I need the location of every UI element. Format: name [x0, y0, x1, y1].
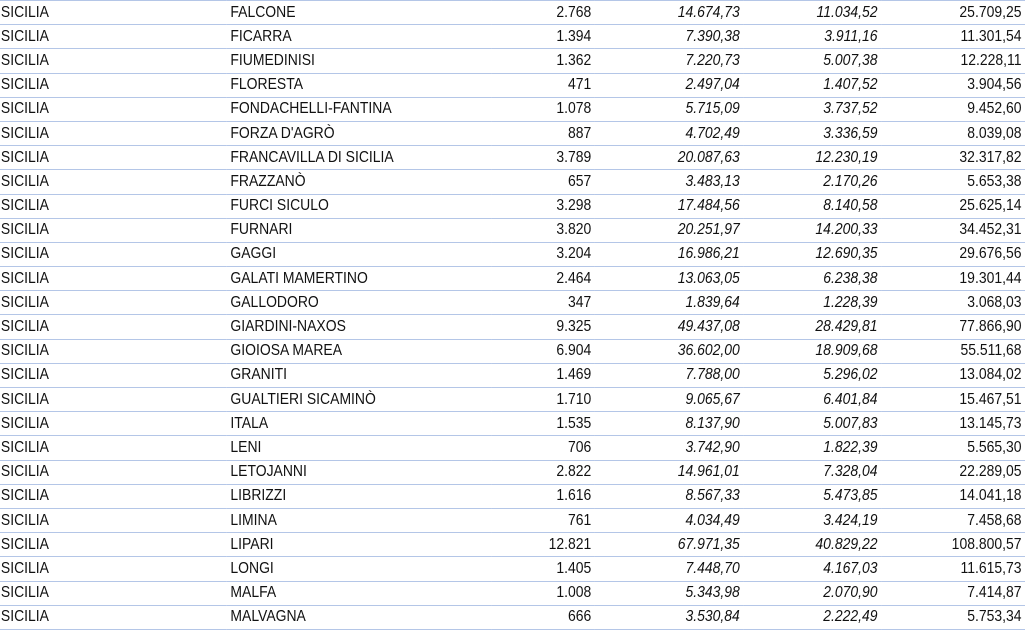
population-cell: 3.204 — [491, 242, 594, 266]
value-2-cell: 3.424,19 — [743, 508, 881, 532]
total-cell: 7.414,87 — [881, 581, 1025, 605]
value-2-cell: 28.429,81 — [743, 315, 881, 339]
comune-cell: FONDACHELLI-FANTINA — [227, 97, 492, 121]
value-2-cell: 11.034,52 — [743, 1, 881, 25]
table-row — [0, 242, 1025, 266]
value-1-cell: 20.087,63 — [595, 146, 744, 170]
table-row — [0, 25, 1025, 49]
value-2-cell: 12.230,19 — [743, 146, 881, 170]
comune-cell: LIMINA — [227, 508, 492, 532]
table-row — [0, 484, 1025, 508]
region-cell: SICILIA — [0, 388, 227, 412]
comune-cell: FURCI SICULO — [227, 194, 492, 218]
value-1-cell: 7.788,00 — [595, 363, 744, 387]
value-2-cell: 2.170,26 — [743, 170, 881, 194]
region-cell: SICILIA — [0, 97, 227, 121]
total-cell: 25.709,25 — [881, 1, 1025, 25]
value-1-cell: 5.343,98 — [595, 581, 744, 605]
value-2-cell: 3.911,16 — [743, 25, 881, 49]
table-row — [0, 508, 1025, 532]
table-row — [0, 339, 1025, 363]
population-cell: 9.325 — [491, 315, 594, 339]
total-cell: 25.625,14 — [881, 194, 1025, 218]
value-2-cell: 1.822,39 — [743, 436, 881, 460]
population-cell: 1.469 — [491, 363, 594, 387]
comune-cell: FRANCAVILLA DI SICILIA — [227, 146, 492, 170]
value-1-cell: 4.034,49 — [595, 508, 744, 532]
table-row — [0, 97, 1025, 121]
value-2-cell: 1.407,52 — [743, 73, 881, 97]
value-2-cell: 5.007,83 — [743, 412, 881, 436]
region-cell: SICILIA — [0, 484, 227, 508]
population-cell: 347 — [491, 291, 594, 315]
value-1-cell: 7.390,38 — [595, 25, 744, 49]
comune-cell: LENI — [227, 436, 492, 460]
comune-cell: GRANITI — [227, 363, 492, 387]
table-row — [0, 267, 1025, 291]
table-row — [0, 315, 1025, 339]
table-row — [0, 194, 1025, 218]
comune-cell: GIOIOSA MAREA — [227, 339, 492, 363]
table-row — [0, 460, 1025, 484]
value-1-cell: 5.715,09 — [595, 97, 744, 121]
total-cell: 77.866,90 — [881, 315, 1025, 339]
region-cell: SICILIA — [0, 25, 227, 49]
value-1-cell: 20.251,97 — [595, 218, 744, 242]
value-2-cell: 14.200,33 — [743, 218, 881, 242]
region-cell: SICILIA — [0, 412, 227, 436]
comune-cell: GUALTIERI SICAMINÒ — [227, 388, 492, 412]
table-row — [0, 73, 1025, 97]
region-cell: SICILIA — [0, 436, 227, 460]
comune-cell: FORZA D'AGRÒ — [227, 121, 492, 145]
value-1-cell: 8.137,90 — [595, 412, 744, 436]
comune-cell: LETOJANNI — [227, 460, 492, 484]
population-cell: 657 — [491, 170, 594, 194]
population-cell: 1.710 — [491, 388, 594, 412]
value-2-cell: 6.401,84 — [743, 388, 881, 412]
comune-cell: LIBRIZZI — [227, 484, 492, 508]
table-row — [0, 557, 1025, 581]
population-cell: 12.821 — [491, 533, 594, 557]
total-cell: 15.467,51 — [881, 388, 1025, 412]
population-cell: 3.298 — [491, 194, 594, 218]
region-cell: SICILIA — [0, 121, 227, 145]
value-1-cell: 3.742,90 — [595, 436, 744, 460]
population-cell: 1.008 — [491, 581, 594, 605]
region-cell: SICILIA — [0, 315, 227, 339]
region-cell: SICILIA — [0, 1, 227, 25]
value-2-cell: 40.829,22 — [743, 533, 881, 557]
total-cell: 3.068,03 — [881, 291, 1025, 315]
population-cell: 1.535 — [491, 412, 594, 436]
comune-cell: FRAZZANÒ — [227, 170, 492, 194]
total-cell: 12.228,11 — [881, 49, 1025, 73]
population-cell: 1.362 — [491, 49, 594, 73]
population-cell: 2.822 — [491, 460, 594, 484]
total-cell: 13.145,73 — [881, 412, 1025, 436]
region-cell: SICILIA — [0, 146, 227, 170]
total-cell: 55.511,68 — [881, 339, 1025, 363]
total-cell: 8.039,08 — [881, 121, 1025, 145]
comune-cell: MALFA — [227, 581, 492, 605]
comune-cell: FICARRA — [227, 25, 492, 49]
region-cell: SICILIA — [0, 581, 227, 605]
table-row — [0, 412, 1025, 436]
population-cell: 1.394 — [491, 25, 594, 49]
table-row — [0, 363, 1025, 387]
value-2-cell: 3.737,52 — [743, 97, 881, 121]
total-cell: 11.301,54 — [881, 25, 1025, 49]
total-cell: 22.289,05 — [881, 460, 1025, 484]
value-1-cell: 14.674,73 — [595, 1, 744, 25]
table-row — [0, 533, 1025, 557]
comune-cell: ITALA — [227, 412, 492, 436]
table-row — [0, 218, 1025, 242]
population-cell: 6.904 — [491, 339, 594, 363]
value-1-cell: 67.971,35 — [595, 533, 744, 557]
value-1-cell: 16.986,21 — [595, 242, 744, 266]
value-1-cell: 13.063,05 — [595, 267, 744, 291]
region-cell: SICILIA — [0, 363, 227, 387]
population-cell: 706 — [491, 436, 594, 460]
value-1-cell: 7.448,70 — [595, 557, 744, 581]
total-cell: 34.452,31 — [881, 218, 1025, 242]
total-cell: 29.676,56 — [881, 242, 1025, 266]
total-cell: 13.084,02 — [881, 363, 1025, 387]
value-2-cell: 4.167,03 — [743, 557, 881, 581]
region-cell: SICILIA — [0, 339, 227, 363]
total-cell: 5.565,30 — [881, 436, 1025, 460]
region-cell: SICILIA — [0, 605, 227, 629]
value-2-cell: 5.007,38 — [743, 49, 881, 73]
population-cell: 2.464 — [491, 267, 594, 291]
comune-cell: LIPARI — [227, 533, 492, 557]
region-cell: SICILIA — [0, 49, 227, 73]
total-cell: 5.753,34 — [881, 605, 1025, 629]
region-cell: SICILIA — [0, 73, 227, 97]
value-1-cell: 1.839,64 — [595, 291, 744, 315]
region-cell: SICILIA — [0, 194, 227, 218]
comune-cell: GIARDINI-NAXOS — [227, 315, 492, 339]
population-cell: 887 — [491, 121, 594, 145]
comune-cell: FURNARI — [227, 218, 492, 242]
total-cell: 14.041,18 — [881, 484, 1025, 508]
population-cell: 1.405 — [491, 557, 594, 581]
comune-cell: FLORESTA — [227, 73, 492, 97]
region-cell: SICILIA — [0, 170, 227, 194]
value-1-cell: 49.437,08 — [595, 315, 744, 339]
value-1-cell: 4.702,49 — [595, 121, 744, 145]
total-cell: 32.317,82 — [881, 146, 1025, 170]
population-cell: 471 — [491, 73, 594, 97]
region-cell: SICILIA — [0, 533, 227, 557]
table-row — [0, 605, 1025, 629]
region-cell: SICILIA — [0, 267, 227, 291]
total-cell: 19.301,44 — [881, 267, 1025, 291]
total-cell: 5.653,38 — [881, 170, 1025, 194]
table-row — [0, 436, 1025, 460]
population-cell: 666 — [491, 605, 594, 629]
value-2-cell: 2.222,49 — [743, 605, 881, 629]
region-cell: SICILIA — [0, 508, 227, 532]
value-1-cell: 7.220,73 — [595, 49, 744, 73]
comune-cell: FALCONE — [227, 1, 492, 25]
comune-cell: GAGGI — [227, 242, 492, 266]
value-1-cell: 3.483,13 — [595, 170, 744, 194]
table-row — [0, 1, 1025, 25]
region-cell: SICILIA — [0, 460, 227, 484]
value-1-cell: 2.497,04 — [595, 73, 744, 97]
value-1-cell: 14.961,01 — [595, 460, 744, 484]
table-row — [0, 146, 1025, 170]
table-row — [0, 581, 1025, 605]
value-1-cell: 8.567,33 — [595, 484, 744, 508]
table-body — [0, 1, 1025, 630]
comune-cell: GALLODORO — [227, 291, 492, 315]
comune-cell: LONGI — [227, 557, 492, 581]
total-cell: 3.904,56 — [881, 73, 1025, 97]
total-cell: 11.615,73 — [881, 557, 1025, 581]
value-2-cell: 2.070,90 — [743, 581, 881, 605]
value-2-cell: 3.336,59 — [743, 121, 881, 145]
total-cell: 9.452,60 — [881, 97, 1025, 121]
population-cell: 761 — [491, 508, 594, 532]
region-cell: SICILIA — [0, 218, 227, 242]
table-row — [0, 291, 1025, 315]
population-cell: 3.820 — [491, 218, 594, 242]
value-2-cell: 12.690,35 — [743, 242, 881, 266]
value-2-cell: 18.909,68 — [743, 339, 881, 363]
region-cell: SICILIA — [0, 242, 227, 266]
total-cell: 108.800,57 — [881, 533, 1025, 557]
comune-cell: GALATI MAMERTINO — [227, 267, 492, 291]
table-row — [0, 49, 1025, 73]
value-2-cell: 5.296,02 — [743, 363, 881, 387]
region-cell: SICILIA — [0, 557, 227, 581]
value-2-cell: 6.238,38 — [743, 267, 881, 291]
comune-cell: MALVAGNA — [227, 605, 492, 629]
comune-cell: FIUMEDINISI — [227, 49, 492, 73]
total-cell: 7.458,68 — [881, 508, 1025, 532]
population-cell: 3.789 — [491, 146, 594, 170]
table-row — [0, 170, 1025, 194]
value-2-cell: 8.140,58 — [743, 194, 881, 218]
value-1-cell: 3.530,84 — [595, 605, 744, 629]
value-2-cell: 5.473,85 — [743, 484, 881, 508]
value-1-cell: 17.484,56 — [595, 194, 744, 218]
value-1-cell: 36.602,00 — [595, 339, 744, 363]
region-cell: SICILIA — [0, 291, 227, 315]
value-2-cell: 1.228,39 — [743, 291, 881, 315]
table-row — [0, 121, 1025, 145]
population-cell: 2.768 — [491, 1, 594, 25]
value-1-cell: 9.065,67 — [595, 388, 744, 412]
value-2-cell: 7.328,04 — [743, 460, 881, 484]
population-cell: 1.078 — [491, 97, 594, 121]
population-cell: 1.616 — [491, 484, 594, 508]
table-row — [0, 388, 1025, 412]
